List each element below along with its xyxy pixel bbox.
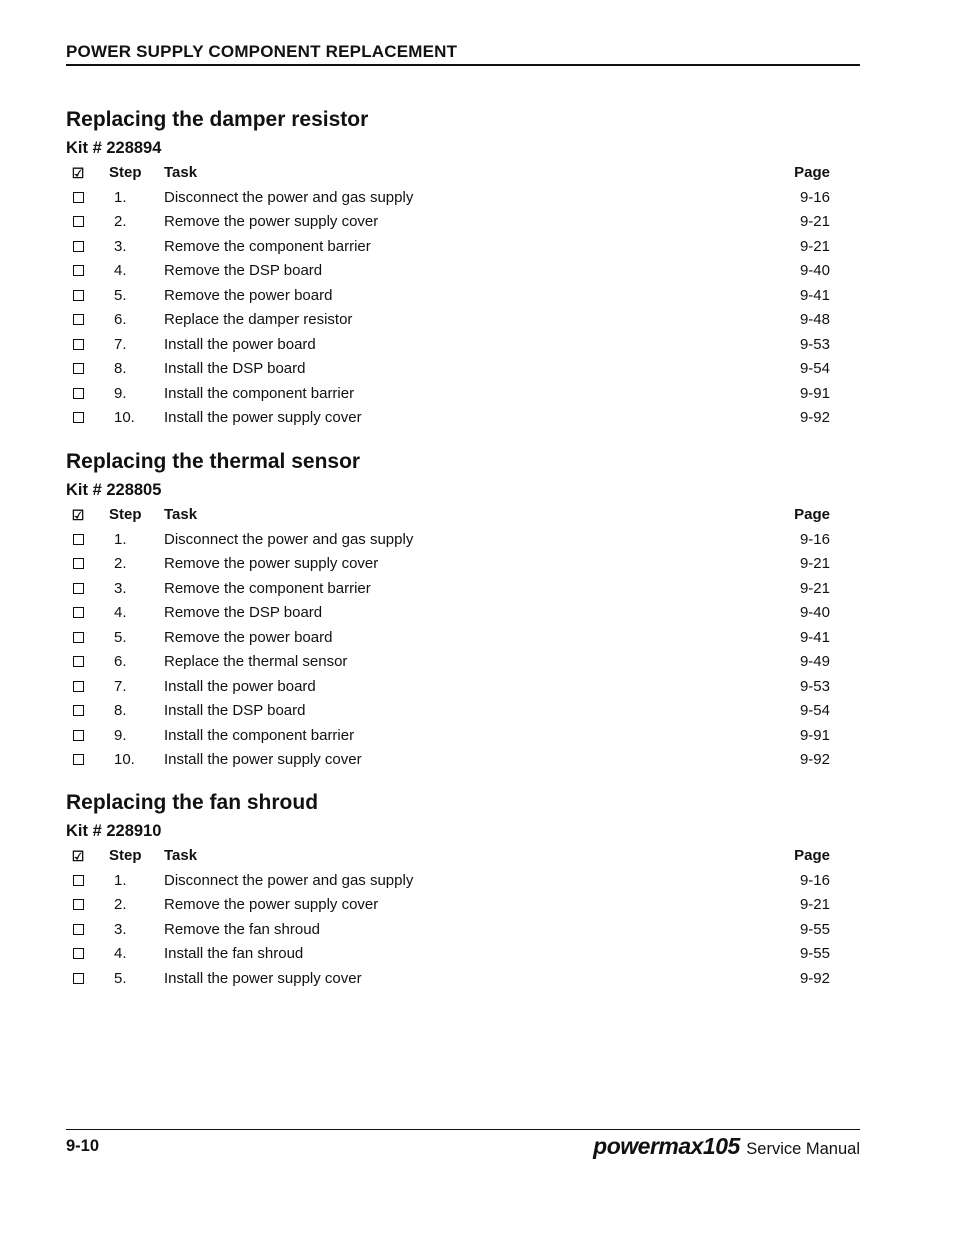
checkbox[interactable] xyxy=(71,382,85,407)
checkbox[interactable] xyxy=(71,626,85,651)
page-ref: 9-92 xyxy=(799,409,830,426)
task-text: Remove the power supply cover xyxy=(164,896,379,913)
checkbox[interactable] xyxy=(71,918,85,943)
table-row xyxy=(66,284,860,309)
page-ref: 9-21 xyxy=(799,555,830,572)
header-title: POWER SUPPLY COMPONENT REPLACEMENT xyxy=(66,42,458,61)
page-ref: 9-91 xyxy=(799,384,830,402)
checkbox[interactable] xyxy=(71,308,85,333)
checkbox-box-icon xyxy=(73,583,84,594)
checkbox[interactable] xyxy=(71,650,85,675)
table-row xyxy=(66,650,860,675)
section-fan-shroud xyxy=(66,790,860,991)
step-number: 2. xyxy=(114,555,127,572)
checkmark-icon: ☑ xyxy=(71,165,85,181)
checkbox-box-icon xyxy=(73,875,84,886)
checkbox-box-icon xyxy=(73,705,84,716)
header-page: Page xyxy=(794,506,830,523)
step-number: 1. xyxy=(114,530,127,548)
header-step: Step xyxy=(109,847,142,864)
page-ref: 9-41 xyxy=(799,286,830,304)
step-number: 4. xyxy=(114,945,127,962)
task-text: Disconnect the power and gas supply xyxy=(164,530,414,548)
section-title: Replacing the fan shroud xyxy=(66,791,319,814)
table-header-row xyxy=(66,503,860,528)
page-ref: 9-21 xyxy=(799,896,830,913)
step-number: 5. xyxy=(114,286,127,304)
page-ref: 9-16 xyxy=(799,188,830,206)
checkbox[interactable] xyxy=(71,869,85,894)
task-text: Install the power supply cover xyxy=(164,751,362,768)
table-row xyxy=(66,601,860,626)
checkbox[interactable] xyxy=(71,601,85,626)
checkbox[interactable] xyxy=(71,675,85,700)
table-row xyxy=(66,869,860,894)
checkbox[interactable] xyxy=(71,186,85,211)
step-number: 1. xyxy=(114,871,127,889)
task-text: Replace the thermal sensor xyxy=(164,653,348,670)
header-page: Page xyxy=(794,164,830,181)
checkbox-box-icon xyxy=(73,339,84,350)
header-task: Task xyxy=(164,847,198,864)
task-text: Install the component barrier xyxy=(164,726,355,744)
checkbox-box-icon xyxy=(73,754,84,765)
task-text: Install the component barrier xyxy=(164,384,355,402)
table-row xyxy=(66,210,860,235)
page-header xyxy=(66,42,860,62)
task-text: Remove the power supply cover xyxy=(164,555,379,572)
page-ref: 9-54 xyxy=(799,702,830,719)
checkbox[interactable] xyxy=(71,552,85,577)
page-ref: 9-41 xyxy=(799,628,830,646)
task-text: Install the power supply cover xyxy=(164,409,362,426)
checkbox-box-icon xyxy=(73,290,84,301)
checkbox-box-icon xyxy=(73,192,84,203)
table-row xyxy=(66,577,860,602)
step-number: 5. xyxy=(114,969,127,987)
checkbox[interactable] xyxy=(71,210,85,235)
checkbox[interactable] xyxy=(71,284,85,309)
manual-label: Service Manual xyxy=(746,1140,860,1158)
task-table xyxy=(66,161,860,431)
checkbox[interactable] xyxy=(71,357,85,382)
task-text: Install the fan shroud xyxy=(164,945,304,962)
section-title: Replacing the thermal sensor xyxy=(66,450,361,473)
step-number: 5. xyxy=(114,628,127,646)
checkbox[interactable] xyxy=(71,967,85,992)
task-text: Disconnect the power and gas supply xyxy=(164,188,414,206)
section-title: Replacing the damper resistor xyxy=(66,108,369,131)
task-text: Install the power supply cover xyxy=(164,969,362,987)
page-ref: 9-16 xyxy=(799,871,830,889)
task-text: Remove the DSP board xyxy=(164,262,323,279)
table-row xyxy=(66,186,860,211)
step-number: 2. xyxy=(114,896,127,913)
table-row xyxy=(66,259,860,284)
checkbox-box-icon xyxy=(73,412,84,423)
checkbox-box-icon xyxy=(73,899,84,910)
task-text: Install the DSP board xyxy=(164,360,306,377)
page-ref: 9-49 xyxy=(799,653,830,670)
step-number: 3. xyxy=(114,920,127,938)
checkbox[interactable] xyxy=(71,942,85,967)
page-ref: 9-91 xyxy=(799,726,830,744)
checkbox-box-icon xyxy=(73,265,84,276)
header-task: Task xyxy=(164,506,198,523)
table-row xyxy=(66,626,860,651)
table-row xyxy=(66,724,860,749)
checkbox-box-icon xyxy=(73,632,84,643)
step-number: 6. xyxy=(114,311,127,328)
checkbox-box-icon xyxy=(73,216,84,227)
table-row xyxy=(66,528,860,553)
checkbox-box-icon xyxy=(73,558,84,569)
table-row xyxy=(66,357,860,382)
footer-rule xyxy=(66,1129,860,1130)
page-ref: 9-55 xyxy=(799,945,830,962)
footer-brand xyxy=(593,1133,860,1160)
checkbox[interactable] xyxy=(71,577,85,602)
step-number: 3. xyxy=(114,237,127,255)
page-ref: 9-53 xyxy=(799,335,830,353)
table-row xyxy=(66,235,860,260)
kit-number: Kit # 228805 xyxy=(66,481,162,499)
checkbox-box-icon xyxy=(73,948,84,959)
task-text: Remove the power board xyxy=(164,628,333,646)
table-row xyxy=(66,382,860,407)
header-step: Step xyxy=(109,506,142,523)
task-text: Install the power board xyxy=(164,335,316,353)
page-ref: 9-21 xyxy=(799,237,830,255)
brand-logo: powermax105 xyxy=(593,1133,740,1159)
checkmark-icon: ☑ xyxy=(71,848,85,864)
checkbox-box-icon xyxy=(73,973,84,984)
step-number: 7. xyxy=(114,335,127,353)
task-text: Disconnect the power and gas supply xyxy=(164,871,414,889)
page-ref: 9-54 xyxy=(799,360,830,377)
checkbox-box-icon xyxy=(73,607,84,618)
task-text: Replace the damper resistor xyxy=(164,311,353,328)
step-number: 4. xyxy=(114,604,127,621)
page-ref: 9-21 xyxy=(799,579,830,597)
section-damper-resistor xyxy=(66,107,860,431)
checkbox[interactable] xyxy=(71,724,85,749)
checkbox-box-icon xyxy=(73,388,84,399)
page-ref: 9-40 xyxy=(799,604,830,621)
step-number: 4. xyxy=(114,262,127,279)
checkbox-box-icon xyxy=(73,656,84,667)
section-thermal-sensor xyxy=(66,449,860,773)
table-row xyxy=(66,406,860,431)
table-row xyxy=(66,699,860,724)
table-row xyxy=(66,967,860,992)
page-ref: 9-53 xyxy=(799,677,830,695)
task-text: Remove the fan shroud xyxy=(164,920,320,938)
table-header-row xyxy=(66,161,860,186)
step-number: 9. xyxy=(114,384,127,402)
checkmark-icon: ☑ xyxy=(71,507,85,523)
header-task: Task xyxy=(164,164,198,181)
page-ref: 9-40 xyxy=(799,262,830,279)
task-text: Remove the power board xyxy=(164,286,333,304)
table-row xyxy=(66,748,860,773)
step-number: 6. xyxy=(114,653,127,670)
header-rule xyxy=(66,64,860,66)
checkbox[interactable] xyxy=(71,699,85,724)
table-row xyxy=(66,552,860,577)
step-number: 8. xyxy=(114,702,127,719)
step-number: 10. xyxy=(114,751,135,768)
table-row xyxy=(66,918,860,943)
task-text: Remove the component barrier xyxy=(164,237,371,255)
table-row xyxy=(66,675,860,700)
checkbox[interactable] xyxy=(71,259,85,284)
checkbox-box-icon xyxy=(73,924,84,935)
step-number: 10. xyxy=(114,409,135,426)
checkbox[interactable] xyxy=(71,333,85,358)
task-text: Remove the DSP board xyxy=(164,604,323,621)
checkbox-box-icon xyxy=(73,241,84,252)
checkbox-box-icon xyxy=(73,730,84,741)
step-number: 7. xyxy=(114,677,127,695)
checkbox[interactable] xyxy=(71,235,85,260)
checkbox[interactable] xyxy=(71,528,85,553)
page-ref: 9-16 xyxy=(799,530,830,548)
page-ref: 9-55 xyxy=(799,920,830,938)
task-table xyxy=(66,503,860,773)
page-ref: 9-92 xyxy=(799,751,830,768)
page-number: 9-10 xyxy=(66,1137,100,1155)
table-row xyxy=(66,333,860,358)
task-text: Remove the component barrier xyxy=(164,579,371,597)
header-step: Step xyxy=(109,164,142,181)
task-text: Remove the power supply cover xyxy=(164,213,379,230)
checkbox[interactable] xyxy=(71,406,85,431)
task-text: Install the DSP board xyxy=(164,702,306,719)
page-ref: 9-92 xyxy=(799,969,830,987)
step-number: 2. xyxy=(114,213,127,230)
step-number: 9. xyxy=(114,726,127,744)
table-header-row xyxy=(66,844,860,869)
checkbox[interactable] xyxy=(71,893,85,918)
step-number: 3. xyxy=(114,579,127,597)
kit-number: Kit # 228894 xyxy=(66,139,162,157)
kit-number: Kit # 228910 xyxy=(66,822,162,840)
step-number: 1. xyxy=(114,188,127,206)
page-ref: 9-48 xyxy=(799,311,830,328)
table-row xyxy=(66,942,860,967)
checkbox[interactable] xyxy=(71,748,85,773)
checkbox-box-icon xyxy=(73,681,84,692)
step-number: 8. xyxy=(114,360,127,377)
table-row xyxy=(66,308,860,333)
checkbox-box-icon xyxy=(73,314,84,325)
header-page: Page xyxy=(794,847,830,864)
task-table xyxy=(66,844,860,991)
checkbox-box-icon xyxy=(73,363,84,374)
task-text: Install the power board xyxy=(164,677,316,695)
page-ref: 9-21 xyxy=(799,213,830,230)
table-row xyxy=(66,893,860,918)
checkbox-box-icon xyxy=(73,534,84,545)
